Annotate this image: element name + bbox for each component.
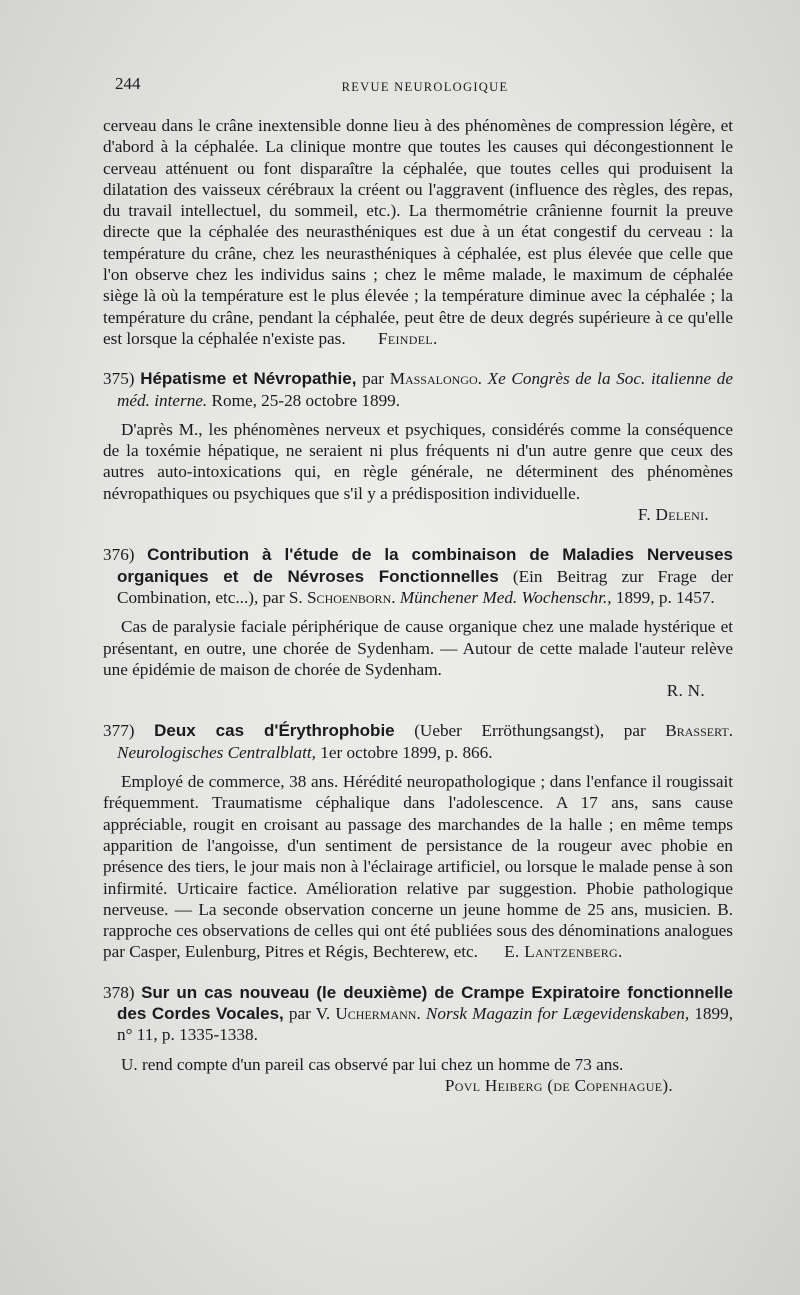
entry-376-heading [103, 544, 733, 608]
entry-ref-suffix: Rome, 25-28 octobre 1899. [207, 390, 401, 410]
entry-378-signature: Povl Heiberg (de Copenhague). [444, 1075, 673, 1095]
entry-title: Contribution à l'étude de la combinaison de Maladies Nerveuses organiques et de Névroses Fonctionnelles [117, 545, 734, 586]
entry-source: Neurologisches Centralblatt, [117, 742, 316, 762]
intro-signature: Feindel. [377, 328, 438, 348]
running-head [115, 74, 735, 98]
entry-ref-suffix: 1er octobre 1899, p. 866. [315, 742, 493, 762]
entry-author: Massalongo. [389, 369, 482, 389]
entry-375-heading [103, 368, 733, 411]
entry-title: Deux cas d'Érythrophobie [154, 721, 395, 741]
entry-376-body: Cas de paralysie faciale périphérique de cause organique chez une malade hystérique et présentant, en outre, une chorée de Sydenham. — Autour de cette malade l'auteur relève une épidémie de maison de chorée de Sydenham. [103, 617, 733, 679]
entry-author: Uchermann. [335, 1003, 421, 1023]
journal-title: REVUE NEUROLOGIQUE [341, 80, 509, 94]
intro-text: cerveau dans le crâne inextensible donne lieu à des phénomènes de compression légère, et d'abord à la céphalée. La clinique montre que toutes les causes qui décongestionnent le cerveau atténuent ou font disparaître la céphalée, que toutes celles qui produisent la dilatation des vaisseux cérébraux la créent ou l'aggravent (influence des règles, des repas, du travail intellectuel, du sommeil, etc.). La thermométrie crânienne fournit la preuve directe que la céphalée des neurasthéniques est due à un état congestif du cerveau : la température du crâne, chez les neurasthéniques à céphalée, est plus élevée que celle que l'on observe chez les individus sains ; chez le même malade, le maximum de céphalée siège là où la température est le plus élevée ; la température diminue avec la céphalée ; la température du crâne, pendant la céphalée, peut être de deux degrés supérieure à ce qu'elle est lorsque la céphalée n'existe pas. [103, 116, 733, 348]
entry-ref-suffix: 1899, n° 11, p. 1335-1338. [117, 1003, 733, 1045]
entry-ref-suffix: 1899, p. 1457. [611, 587, 715, 607]
entry-source: Münchener Med. Wochenschr., [395, 587, 612, 607]
entry-378-signature-line [103, 1075, 733, 1096]
entry-377-body [103, 771, 733, 963]
entry-ref-prefix: (Ein Beitrag zur Frage der Combination, etc...), par S. [117, 566, 733, 607]
entry-source: Norsk Magazin for Lægevidenskaben, [420, 1003, 690, 1023]
entry-number: 377) [103, 721, 135, 741]
entry-ref-prefix: (Ueber Erröthungsangst), par [394, 721, 666, 741]
entry-377-body-text: Employé de commerce, 38 ans. Hérédité neuropathologique ; dans l'enfance il rougissait fréquemment. Traumatisme céphalique dans l'adolescence. A 17 ans, sans cause appréciable, rougit en croisant au passage des marchandes de la halle ; en même temps apparition de l'angoisse, d'un sentiment de persistance de la rougeur avec phobie en présence des tiers, le jour mais non à l'éclairage artificiel, ou lorsque le malade pense à son infirmité. Urticaire factice. Amélioration relative par suggestion. Phobie pathologique nerveuse. — La seconde observation concerne un jeune homme de 25 ans, musicien. B. rapproche ces observations de celles qui ont été publiées sous des dénominations analogues par Casper, Eulenburg, Pitres et Régis, Bechterew, etc. [103, 772, 733, 962]
entry-377-signature: E. Lantzenberg. [504, 942, 623, 962]
entry-375-body: D'après M., les phénomènes nerveux et psychiques, considérés comme la conséquence de la toxémie hépatique, ne seraient ni plus fréquents ni d'un autre genre que ceux des autres auto-intoxications qui, en règle générale, ne déterminent des phénomènes névropathiques ou psychiques que s'il y a prédisposition individuelle. [103, 419, 733, 503]
intro-paragraph [103, 115, 733, 349]
entry-author: Brassert. [665, 721, 733, 741]
entry-376-signature: R. N. [666, 681, 705, 701]
page-number: 244 [115, 74, 141, 93]
entry-378-heading [103, 982, 733, 1046]
entry-375-signature: F. Deleni. [637, 505, 709, 525]
entry-377-heading [103, 720, 733, 763]
entry-ref-prefix: par V. [283, 1003, 336, 1023]
entry-title: Sur un cas nouveau (le deuxième) de Crampe Expiratoire fonctionnelle des Cordes Vocales, [117, 982, 733, 1023]
entry-number: 375) [103, 369, 135, 389]
entry-source: Xe Congrès de la Soc. italienne de méd. interne. [117, 369, 734, 410]
entry-378-body: U. rend compte d'un pareil cas observé par lui chez un homme de 73 ans. [121, 1054, 624, 1074]
entry-number: 378) [103, 982, 135, 1002]
entry-author: Schoenborn. [307, 587, 396, 607]
text-column [103, 115, 733, 1096]
entry-number: 376) [103, 545, 135, 565]
entry-title: Hépatisme et Névropathie, [140, 369, 357, 389]
entry-ref-prefix: par [356, 369, 390, 389]
